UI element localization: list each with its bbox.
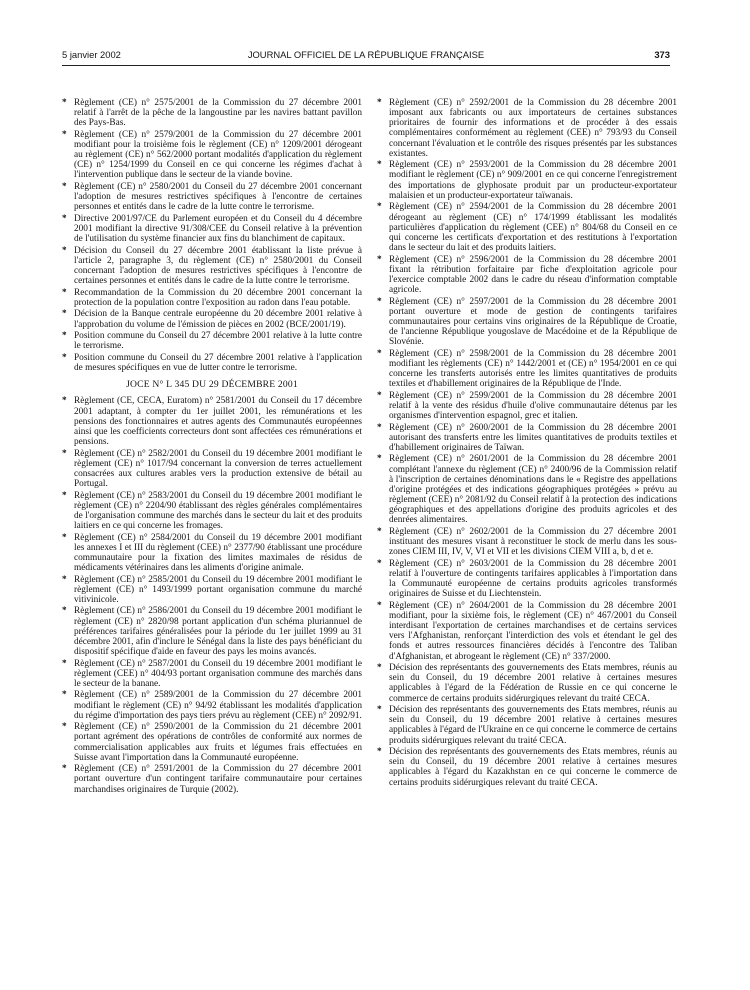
list-item: * Règlement (CE) n° 2599/2001 de la Commission du 28 décembre 2001 relatif à la vente des résidus d'huile d'olive communautaire détenus par les organismes d'intervention espagnol, grec et italien. [377,391,677,421]
list-item: * Règlement (CE) n° 2580/2001 du Conseil du 27 décembre 2001 concernant l'adoption de mesures restrictives spécifiques à l'encontre de certaines personnes et entités dans le cadre de la lutte contre le terrorisme. [62,182,362,212]
list-item: * Règlement (CE) n° 2575/2001 de la Commission du 27 décembre 2001 relatif à l'arrêt de la pêche de la langoustine par les navires battant pavillon des Pays-Bas. [62,98,362,128]
section-heading: JOCE N° L 345 DU 29 DÉCEMBRE 2001 [126,379,298,391]
list-item: * Règlement (CE) n° 2583/2001 du Conseil du 19 décembre 2001 modifiant le règlement (CE) n° 2204/90 établissant des règles générales complémentaires de l'organisation commune des marchés dans le secteur du lait et des produits laitiers en ce qui concerne les fromages. [62,491,362,532]
list-item: * Directive 2001/97/CE du Parlement européen et du Conseil du 4 décembre 2001 modifiant la directive 91/308/CEE du Conseil relative à la prévention de l'utilisation du système financier aux fins du blanchiment de capitaux. [62,214,362,244]
list-item: * Décision du Conseil du 27 décembre 2001 établissant la liste prévue à l'article 2, paragraphe 3, du règlement (CE) n° 2580/2001 du Conseil concernant l'adoption de mesures restrictives spécifiques à l'encontre de certaines personnes et entités dans le cadre de la lutte contre le terrorisme. [62,246,362,287]
right-column [377,98,677,789]
list-item: * Règlement (CE) n° 2603/2001 de la Commission du 28 décembre 2001 relatif à l'ouverture de contingents tarifaires applicables à l'importation dans la Communauté européenne de certains produits agricoles transformés originaires de Suisse et du Liechtenstein. [377,559,677,600]
list-item: * Position commune du Conseil du 27 décembre 2001 relative à l'application de mesures spécifiques en vue de lutter contre le terrorisme. [62,353,362,373]
list-item: * Règlement (CE) n° 2586/2001 du Conseil du 19 décembre 2001 modifiant le règlement (CE) n° 2820/98 portant application d'un schéma pluriannuel de préférences tarifaires généralisées pour la période du 1er juillet 1999 au 31 décembre 2001, afin d'inclure le Sénégal dans la liste des pays bénéficiant du dispositif spécifique d'aide en faveur des pays les moins avancés. [62,606,362,657]
list-item: * Règlement (CE) n° 2594/2001 de la Commission du 28 décembre 2001 dérogeant au règlement (CE) n° 174/1999 établissant les modalités particulières d'application du règlement (CEE) n° 804/68 du Conseil en ce qui concerne les certificats d'exportation et des restitutions à l'exportation dans le secteur du lait et des produits laitiers. [377,202,677,253]
page-number: 373 [654,49,670,60]
left-items-b [62,396,362,794]
list-item: * Règlement (CE) n° 2579/2001 de la Commission du 27 décembre 2001 modifiant pour la troisième fois le règlement (CE) n° 1209/2001 dérogeant au règlement (CE) n° 562/2000 portant modalités d'application du règlement (CE) n° 1254/1999 du Conseil en ce qui concerne les régimes d'achat à l'intervention publique dans le secteur de la viande bovine. [62,130,362,181]
list-item: * Règlement (CE) n° 2604/2001 de la Commission du 28 décembre 2001 modifiant, pour la sixième fois, le règlement (CE) n° 467/2001 du Conseil interdisant l'exportation de certaines marchandises et de certains services vers l'Afghanistan, renforçant l'interdiction des vols et étendant le gel des fonds et autres ressources financières décidés à l'encontre des Taliban d'Afghanistan, et abrogeant le règlement (CE) n° 337/2000. [377,601,677,662]
list-item: * Recommandation de la Commission du 20 décembre 2001 concernant la protection de la population contre l'exposition au radon dans l'eau potable. [62,288,362,308]
header-date: 5 janvier 2002 [62,49,121,60]
list-item: * Règlement (CE) n° 2591/2001 de la Commission du 27 décembre 2001 portant ouverture d'un contingent tarifaire communautaire pour certaines marchandises originaires de Turquie (2002). [62,764,362,794]
list-item: * Règlement (CE) n° 2587/2001 du Conseil du 19 décembre 2001 modifiant le règlement (CEE) n° 404/93 portant organisation commune des marchés dans le secteur de la banane. [62,659,362,689]
list-item: * Position commune du Conseil du 27 décembre 2001 relative à la lutte contre le terrorisme. [62,331,362,351]
left-column [62,98,362,796]
list-item: * Règlement (CE) n° 2601/2001 de la Commission du 28 décembre 2001 complétant l'annexe du règlement (CE) n° 2400/96 de la Commission relatif à l'inscription de certaines dénominations dans le « Registre des appellations d'origine protégées et des indications géographiques protégées » prévu au règlement (CEE) n° 2081/92 du Conseil relatif à la protection des indications géographiques et des appellations d'origine des produits agricoles et des denrées alimentaires. [377,454,677,525]
list-item: * Décision de la Banque centrale européenne du 20 décembre 2001 relative à l'approbation du volume de l'émission de pièces en 2002 (BCE/2001/19). [62,309,362,329]
header-rule [62,65,670,66]
list-item: * Règlement (CE) n° 2600/2001 de la Commission du 28 décembre 2001 autorisant des transferts entre les limites quantitatives de produits textiles et d'habillement originaires de Taïwan. [377,423,677,453]
list-item: * Règlement (CE) n° 2598/2001 de la Commission du 28 décembre 2001 modifiant les règlements (CE) n° 1442/2001 et (CE) n° 1954/2001 en ce qui concerne les transferts autorisés entre les limites quantitatives de produits textiles et d'habillement originaires de la République de l'Inde. [377,349,677,390]
list-item: * Règlement (CE, CECA, Euratom) n° 2581/2001 du Conseil du 17 décembre 2001 adaptant, à compter du 1er juillet 2001, les rémunérations et les pensions des fonctionnaires et autres agents des Communautés européennes ainsi que les coefficients correcteurs dont sont affectées ces rémunérations et pensions. [62,396,362,447]
page-header [62,49,670,63]
list-item: * Règlement (CE) n° 2582/2001 du Conseil du 19 décembre 2001 modifiant le règlement (CE) n° 1017/94 concernant la conversion de terres actuellement consacrées aux cultures arables vers la production extensive de bétail au Portugal. [62,449,362,490]
list-item: * Règlement (CE) n° 2589/2001 de la Commission du 27 décembre 2001 modifiant le règlement (CE) n° 94/92 établissant les modalités d'application du régime d'importation des pays tiers prévu au règlement (CEE) n° 2092/91. [62,690,362,720]
list-item: * Règlement (CE) n° 2596/2001 de la Commission du 28 décembre 2001 fixant la rétribution forfaitaire par fiche d'exploitation agricole pour l'exercice comptable 2002 dans le cadre du réseau d'information comptable agricole. [377,255,677,296]
header-title: JOURNAL OFFICIEL DE LA RÉPUBLIQUE FRANÇAISE [247,49,485,60]
list-item: * Décision des représentants des gouvernements des Etats membres, réunis au sein du Conseil, du 19 décembre 2001 relative à certaines mesures applicables à l'égard de l'Ukraine en ce qui concerne le commerce de certains produits sidérurgiques relevant du traité CECA. [377,705,677,746]
list-item: * Règlement (CE) n° 2597/2001 de la Commission du 28 décembre 2001 portant ouverture et mode de gestion de contingents tarifaires communautaires pour certains vins originaires de la République de Croatie, de l'ancienne République yougoslave de Macédoine et de la République de Slovénie. [377,297,677,348]
list-item: * Décision des représentants des gouvernements des Etats membres, réunis au sein du Conseil, du 19 décembre 2001 relative à certaines mesures applicables à l'égard de la Fédération de Russie en ce qui concerne le commerce de certains produits sidérurgiques relevant du traité CECA. [377,663,677,704]
list-item: * Règlement (CE) n° 2602/2001 de la Commission du 27 décembre 2001 instituant des mesures visant à reconstituer le stock de merlu dans les sous-zones CIEM III, IV, V, VI et VII et les divisions CIEM VIII a, b, d et e. [377,527,677,557]
list-item: * Règlement (CE) n° 2585/2001 du Conseil du 19 décembre 2001 modifiant le règlement (CE) n° 1493/1999 portant organisation commune du marché vitivinicole. [62,575,362,605]
list-item: * Règlement (CE) n° 2584/2001 du Conseil du 19 décembre 2001 modifiant les annexes I et III du règlement (CEE) n° 2377/90 établissant une procédure communautaire pour la fixation des limites maximales de résidus de médicaments vétérinaires dans les aliments d'origine animale. [62,533,362,574]
list-item: * Règlement (CE) n° 2590/2001 de la Commission du 21 décembre 2001 portant agrément des opérations de contrôles de conformité aux normes de commercialisation applicables aux fruits et légumes frais effectuées en Suisse avant l'importation dans la Communauté européenne. [62,722,362,763]
list-item: * Décision des représentants des gouvernements des Etats membres, réunis au sein du Conseil, du 19 décembre 2001 relative à certaines mesures applicables à l'égard du Kazakhstan en ce qui concerne le commerce de certains produits sidérurgiques relevant du traité CECA. [377,747,677,788]
list-item: * Règlement (CE) n° 2593/2001 de la Commission du 28 décembre 2001 modifiant le règlement (CE) n° 909/2001 en ce qui concerne l'enregistrement des importations de glyphosate produit par un producteur-exportateur malaisien et un producteur-exportateur taïwanais. [377,160,677,201]
list-item: * Règlement (CE) n° 2592/2001 de la Commission du 28 décembre 2001 imposant aux fabricants ou aux importateurs de certaines substances prioritaires de fournir des informations et de procéder à des essais complémentaires conformément au règlement (CEE) n° 793/93 du Conseil concernant l'évaluation et le contrôle des risques présentés par les substances existantes. [377,98,677,159]
left-items-a [62,98,362,373]
